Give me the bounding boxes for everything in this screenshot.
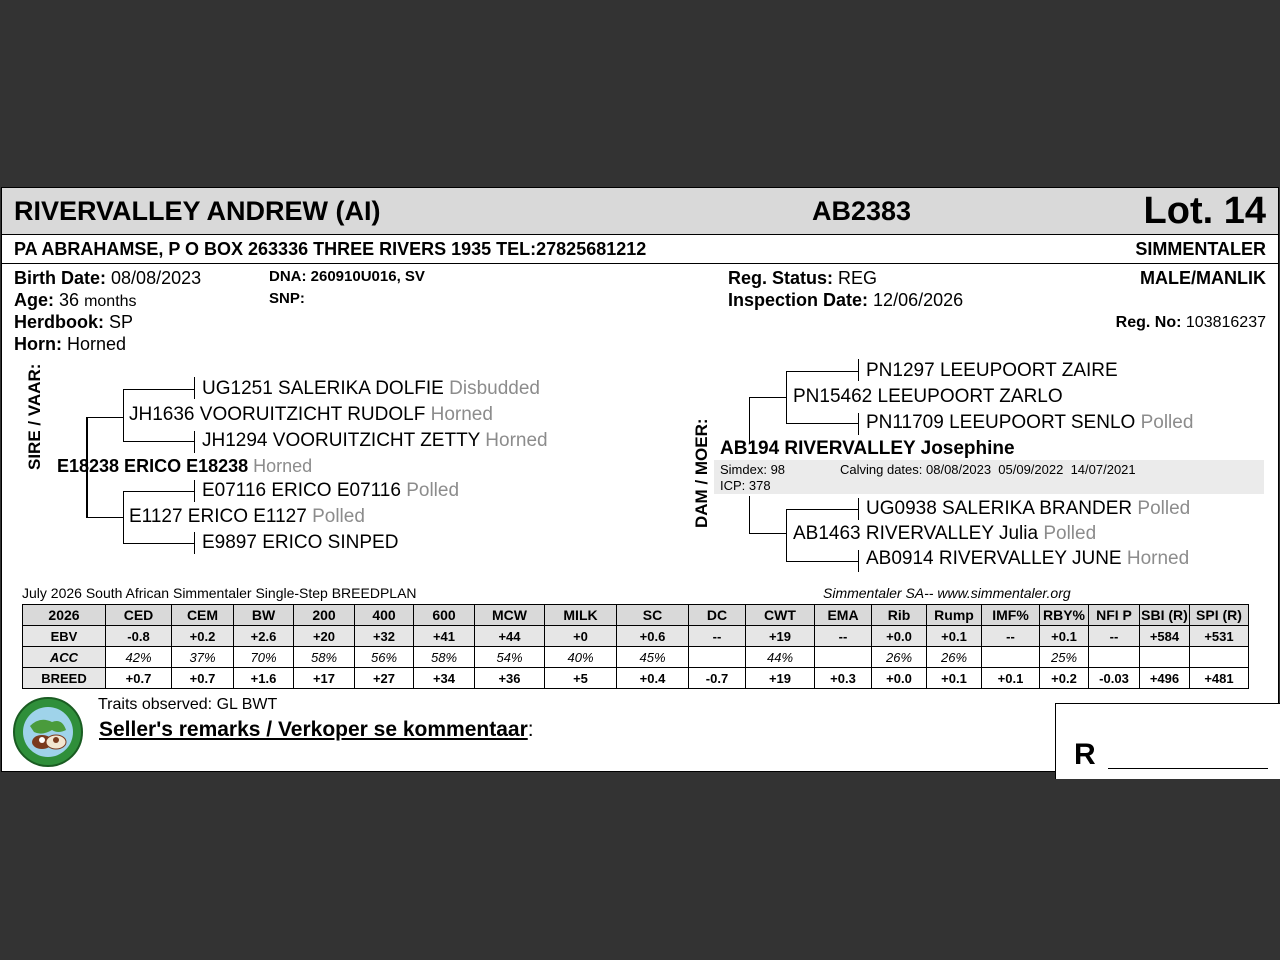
animal-name: RIVERVALLEY ANDREW (AI) <box>14 196 381 226</box>
sire-name: E18238 ERICO E18238 Horned <box>57 456 313 476</box>
ebv-cell: +27 <box>355 668 414 689</box>
ebv-cell: 26% <box>927 647 982 668</box>
inspection-date: Inspection Date: 12/06/2026 <box>728 290 964 310</box>
dam-dam: AB1463 RIVERVALLEY Julia Polled <box>793 523 1097 544</box>
ebv-header-cell: SBI (R) <box>1140 605 1190 626</box>
ebv-cell: +41 <box>414 626 475 647</box>
ebv-cell: +5 <box>545 668 617 689</box>
dam-name: AB194 RIVERVALLEY Josephine <box>720 438 1015 459</box>
ebv-cell: +20 <box>294 626 355 647</box>
ebv-cell: +2.6 <box>234 626 294 647</box>
ebv-header-cell: 600 <box>414 605 475 626</box>
ebv-header-cell: CEM <box>172 605 234 626</box>
dam-info-box <box>714 460 1264 494</box>
ebv-header-cell: NFI P <box>1089 605 1140 626</box>
sire-dam-dam: E9897 ERICO SINPED <box>202 532 399 553</box>
sire-side-label: SIRE / VAAR: <box>25 363 44 470</box>
ebv-row-label: ACC <box>23 647 106 668</box>
ebv-cell: +1.6 <box>234 668 294 689</box>
ebv-header-cell: IMF% <box>982 605 1040 626</box>
dam-sire: PN15462 LEEUPOORT ZARLO <box>793 386 1063 407</box>
ebv-header-cell: SPI (R) <box>1190 605 1249 626</box>
ebv-cell: -0.7 <box>689 668 746 689</box>
dam-calving-dates: Calving dates: 08/08/2023 05/09/2022 14/07/2021 <box>840 462 1136 477</box>
herdbook: Herdbook: SP <box>14 312 134 332</box>
ebv-cell: -0.8 <box>106 626 172 647</box>
lot-number: Lot. 14 <box>1143 190 1266 232</box>
ebv-cell <box>1089 647 1140 668</box>
ebv-cell: +481 <box>1190 668 1249 689</box>
r-label: R <box>1074 738 1096 771</box>
ebv-header-cell: EMA <box>815 605 872 626</box>
ebv-cell: -- <box>689 626 746 647</box>
simmentaler-logo <box>12 696 84 768</box>
ebv-cell: +32 <box>355 626 414 647</box>
ebv-row-label: EBV <box>23 626 106 647</box>
ebv-cell: +0.0 <box>872 668 927 689</box>
sire-sire: JH1636 VOORUITZICHT RUDOLF Horned <box>129 404 493 425</box>
signature-box <box>1055 703 1280 779</box>
ebv-header-cell: 2026 <box>23 605 106 626</box>
animal-id: AB2383 <box>812 196 912 226</box>
signature-line <box>1108 768 1268 769</box>
breeder-info: PA ABRAHAMSE, P O BOX 263336 THREE RIVERS 1935 TEL:27825681212 <box>14 239 647 259</box>
ebv-cell: +496 <box>1140 668 1190 689</box>
ebv-cell: 37% <box>172 647 234 668</box>
ebv-cell: +44 <box>475 626 545 647</box>
ebv-cell: 26% <box>872 647 927 668</box>
ebv-table <box>22 604 1249 689</box>
ebv-header-cell: DC <box>689 605 746 626</box>
dam-sire-dam: PN11709 LEEUPOORT SENLO Polled <box>866 412 1194 433</box>
website-caption: Simmentaler SA-- www.simmentaler.org <box>823 585 1071 601</box>
ebv-cell: -- <box>1089 626 1140 647</box>
ebv-cell: 44% <box>746 647 815 668</box>
ebv-cell: +0.0 <box>872 626 927 647</box>
sire-dam: E1127 ERICO E1127 Polled <box>129 506 365 527</box>
ebv-header-cell: MCW <box>475 605 545 626</box>
ebv-cell: +0.7 <box>172 668 234 689</box>
ebv-row-breed <box>23 668 1249 689</box>
age: Age: 36 months <box>14 290 137 310</box>
traits-observed: Traits observed: GL BWT <box>98 696 278 713</box>
ebv-header-cell: BW <box>234 605 294 626</box>
ebv-cell: 42% <box>106 647 172 668</box>
ebv-header-cell: CWT <box>746 605 815 626</box>
dam-icp: ICP: 378 <box>720 478 771 493</box>
ebv-cell: +0 <box>545 626 617 647</box>
breeder-bar <box>2 235 1278 264</box>
breedplan-caption: July 2026 South African Simmentaler Single-Step BREEDPLAN <box>22 585 417 601</box>
sire-sire-sire: UG1251 SALERIKA DOLFIE Disbudded <box>202 378 540 399</box>
ebv-cell: 70% <box>234 647 294 668</box>
ebv-cell <box>1190 647 1249 668</box>
ebv-cell: +34 <box>414 668 475 689</box>
ebv-cell: +19 <box>746 668 815 689</box>
ebv-cell: 58% <box>294 647 355 668</box>
reg-number: Reg. No: 103816237 <box>1115 314 1266 331</box>
ebv-row-ebv <box>23 626 1249 647</box>
ebv-cell <box>689 647 746 668</box>
title-bar <box>2 188 1278 235</box>
reg-status: Reg. Status: REG <box>728 268 878 288</box>
ebv-cell: +17 <box>294 668 355 689</box>
ebv-cell: +0.1 <box>927 626 982 647</box>
breed-name: SIMMENTALER <box>1135 239 1266 259</box>
sex: MALE/MANLIK <box>1140 268 1266 288</box>
horn-status: Horn: Horned <box>14 334 127 354</box>
ebv-header-cell: CED <box>106 605 172 626</box>
ebv-cell: +0.2 <box>172 626 234 647</box>
dam-dam-sire: UG0938 SALERIKA BRANDER Polled <box>866 498 1191 519</box>
ebv-cell: +0.1 <box>982 668 1040 689</box>
ebv-header-cell: 400 <box>355 605 414 626</box>
ebv-cell: 54% <box>475 647 545 668</box>
ebv-cell: +0.7 <box>106 668 172 689</box>
dna: DNA: 260910U016, SV <box>269 268 425 285</box>
ebv-header-cell: MILK <box>545 605 617 626</box>
ebv-cell: -- <box>815 626 872 647</box>
ebv-cell: +531 <box>1190 626 1249 647</box>
ebv-cell: +19 <box>746 626 815 647</box>
ebv-header-row <box>23 605 1249 626</box>
birth-date: Birth Date: 08/08/2023 <box>14 268 202 288</box>
dam-sire-sire: PN1297 LEEUPOORT ZAIRE <box>866 360 1118 381</box>
ebv-cell: 56% <box>355 647 414 668</box>
ebv-header-cell: Rib <box>872 605 927 626</box>
ebv-cell: +0.3 <box>815 668 872 689</box>
ebv-row-label: BREED <box>23 668 106 689</box>
ebv-row-acc <box>23 647 1249 668</box>
ebv-cell: 58% <box>414 647 475 668</box>
sire-sire-dam: JH1294 VOORUITZICHT ZETTY Horned <box>202 430 548 451</box>
dam-dam-dam: AB0914 RIVERVALLEY JUNE Horned <box>866 548 1190 569</box>
ebv-cell: +36 <box>475 668 545 689</box>
ebv-header-cell: SC <box>617 605 689 626</box>
sire-dam-sire: E07116 ERICO E07116 Polled <box>202 480 460 501</box>
ebv-cell: -- <box>982 626 1040 647</box>
ebv-cell: 40% <box>545 647 617 668</box>
ebv-cell: +0.1 <box>1040 626 1089 647</box>
dam-simdex: Simdex: 98 <box>720 462 786 477</box>
ebv-cell: +0.4 <box>617 668 689 689</box>
ebv-cell: 25% <box>1040 647 1089 668</box>
sellers-remarks: Seller's remarks / Verkoper se kommentaar: <box>99 718 534 741</box>
ebv-cell <box>1140 647 1190 668</box>
dam-side-label: DAM / MOER: <box>692 418 711 528</box>
ebv-cell: +0.2 <box>1040 668 1089 689</box>
ebv-cell <box>815 647 872 668</box>
snp: SNP: <box>269 290 305 307</box>
ebv-cell <box>982 647 1040 668</box>
ebv-cell: +0.6 <box>617 626 689 647</box>
ebv-header-cell: RBY% <box>1040 605 1089 626</box>
ebv-header-cell: 200 <box>294 605 355 626</box>
lot-card <box>1 187 1279 772</box>
ebv-cell: 45% <box>617 647 689 668</box>
ebv-cell: -0.03 <box>1089 668 1140 689</box>
ebv-cell: +0.1 <box>927 668 982 689</box>
ebv-cell: +584 <box>1140 626 1190 647</box>
ebv-header-cell: Rump <box>927 605 982 626</box>
